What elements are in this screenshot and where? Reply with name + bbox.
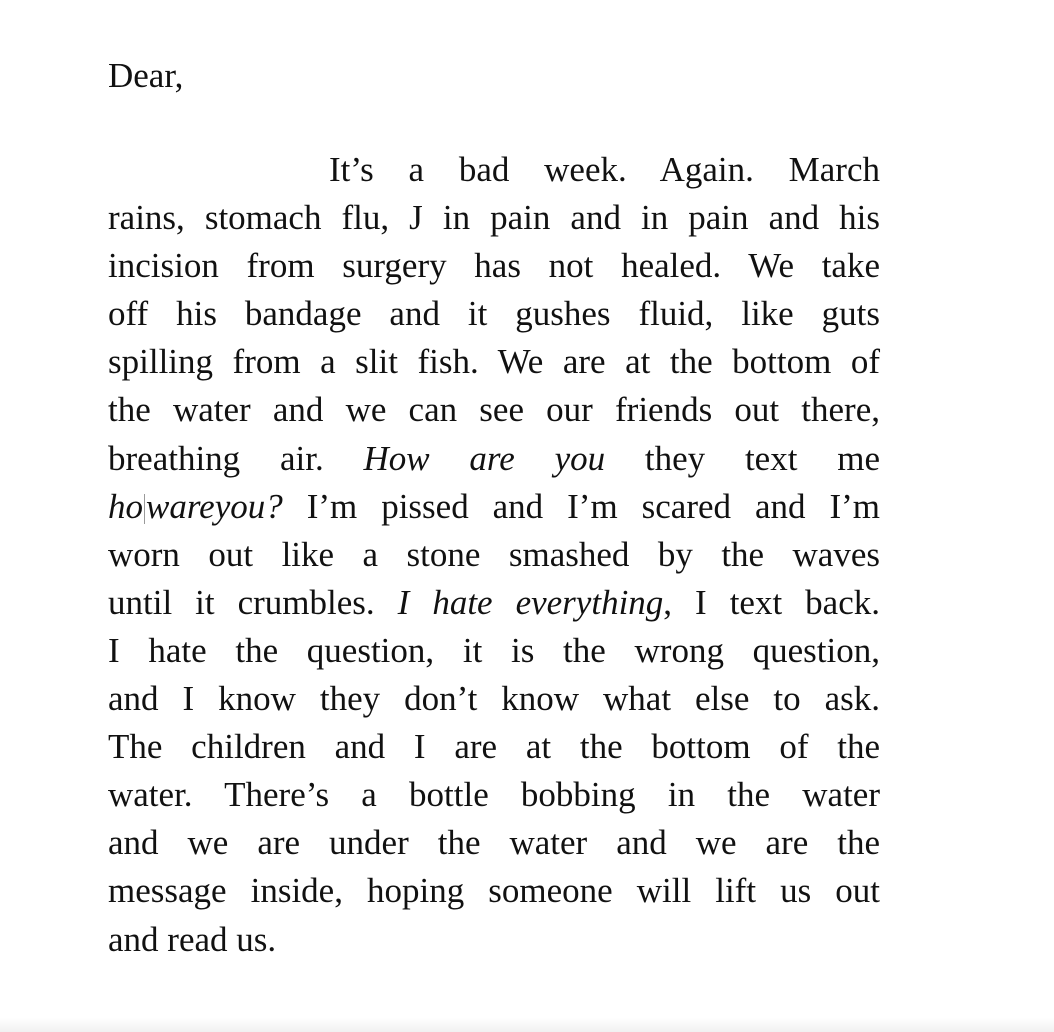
text-run: worn out like a stone smashed by the waves (108, 534, 880, 574)
text-line (108, 723, 880, 771)
text-line (108, 386, 880, 434)
italic-text: ho (108, 486, 143, 526)
text-run: It’s a bad week. Again. March (329, 150, 880, 189)
text-line (108, 579, 880, 627)
salutation: Dear, (108, 56, 184, 95)
text-run: and read us. (108, 919, 277, 959)
text-run: The children and I are at the bottom of the (108, 727, 880, 767)
italic-text: wareyou? (146, 486, 283, 526)
text-run: rains, stomach flu, J in pain and in pain and his (108, 198, 880, 238)
text-run: until it crumbles. (108, 582, 398, 622)
text-run: and we are under the water and we are the (108, 823, 880, 863)
text-line (108, 867, 880, 915)
text-run: spilling from a slit fish. We are at the bottom of (108, 342, 880, 382)
text-line (108, 290, 880, 338)
text-run: breathing air. (108, 438, 364, 478)
text-run: they text me (605, 438, 880, 478)
page-bottom-edge (0, 1018, 1054, 1032)
text-run: and I know they don’t know what else to ask. (108, 679, 880, 719)
text-line (108, 338, 880, 386)
text-cursor (144, 494, 145, 524)
text-run: the water and we can see our friends out there, (108, 390, 880, 430)
text-line (108, 146, 880, 194)
letter-body (108, 146, 880, 964)
text-line (108, 483, 880, 531)
text-line (108, 531, 880, 579)
text-line (108, 627, 880, 675)
text-line (108, 242, 880, 290)
text-line (108, 675, 880, 723)
text-line (108, 771, 880, 819)
italic-text: How are you (363, 438, 606, 478)
text-line (108, 435, 880, 483)
italic-text: I hate everything (397, 582, 664, 622)
text-run: I hate the question, it is the wrong question, (108, 630, 880, 670)
text-run: message inside, hoping someone will lift us out (108, 871, 880, 911)
text-run: I’m pissed and I’m scared and I’m (282, 486, 880, 526)
text-run: water. There’s a bottle bobbing in the water (108, 775, 880, 815)
text-line (108, 194, 880, 242)
text-run: incision from surgery has not healed. We take (108, 246, 880, 286)
text-run: , I text back. (663, 582, 880, 622)
text-line (108, 916, 880, 964)
text-line (108, 819, 880, 867)
text-run: off his bandage and it gushes fluid, like guts (108, 294, 880, 334)
